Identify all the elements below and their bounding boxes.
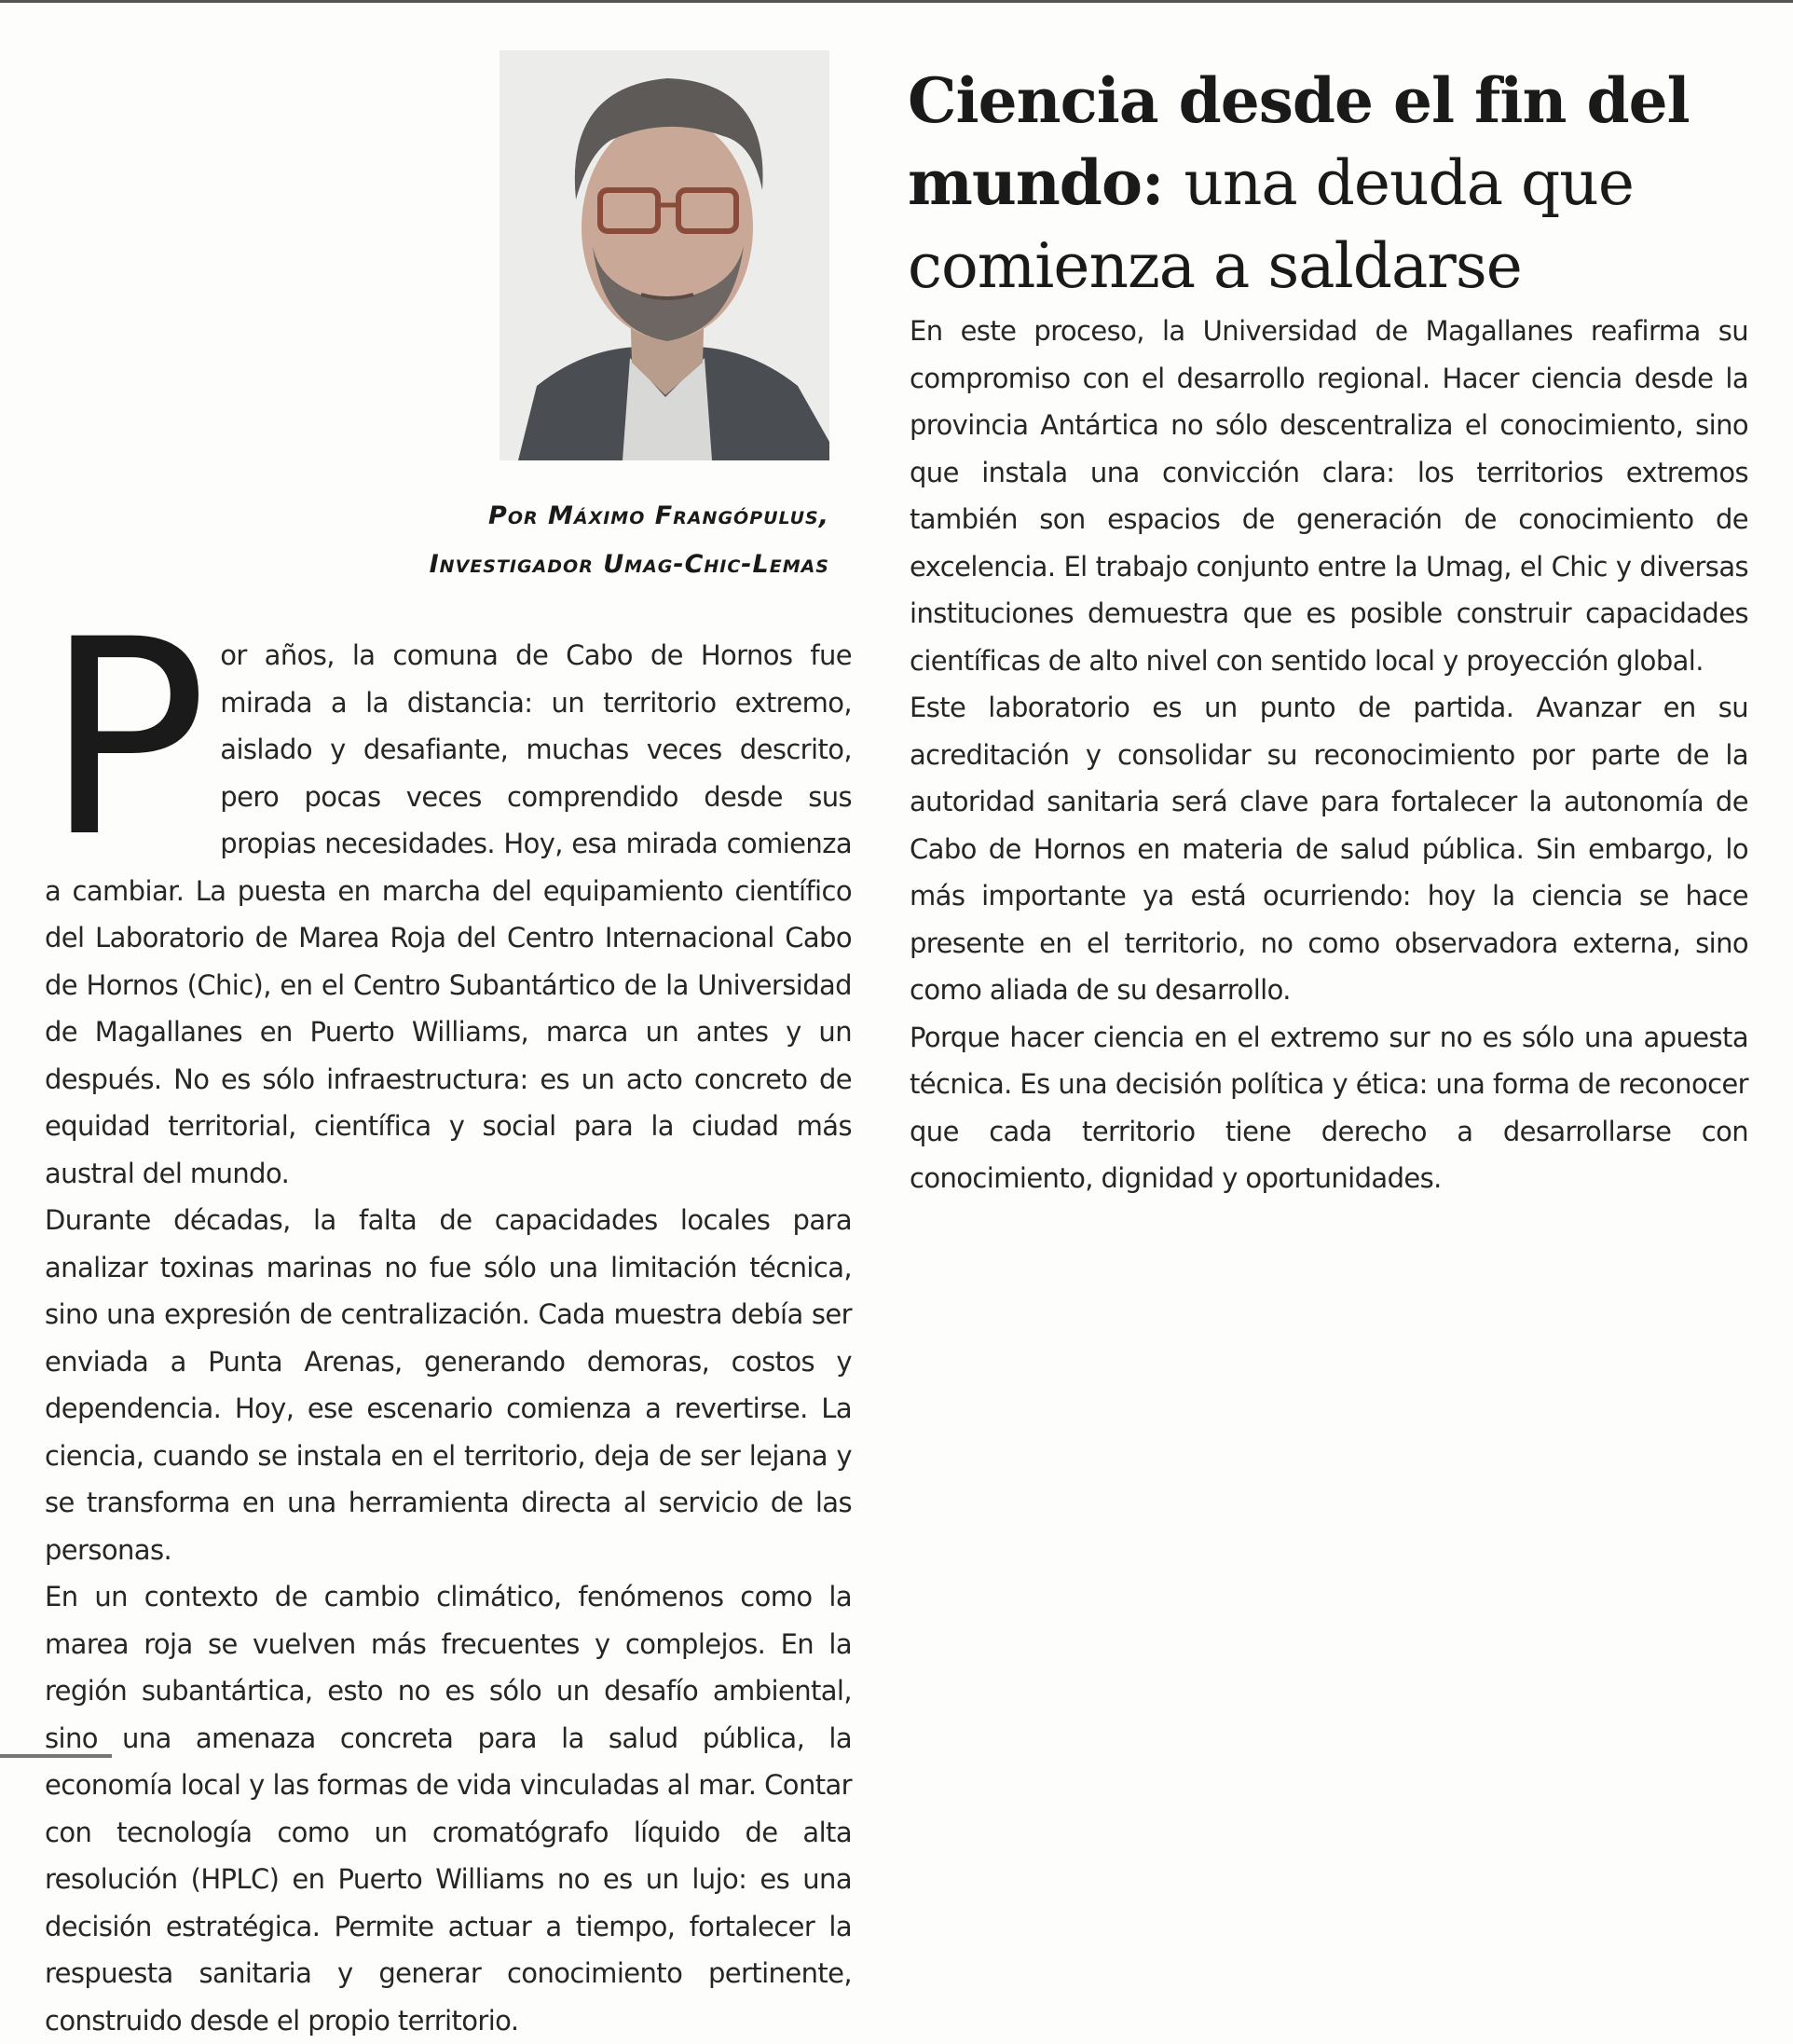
article-paragraph-2: Durante décadas, la falta de capacidades locales para analizar toxinas marinas no fue sólo una limitación técnica, sino una expresión de centralización. Cada muestra debía ser enviada a Punta Arenas, generando demoras, costos y dependencia. Hoy, ese escenario comienza a revertirse. La ciencia, cuando se instala en el territorio, deja de ser lejana y se transforma en una herramienta directa al servicio de las personas.: [45, 1204, 852, 1566]
headline-bold: Ciencia desde el fin del mundo:: [908, 64, 1690, 219]
top-rule: [0, 0, 1793, 3]
article-paragraph-3: En un contexto de cambio climático, fenómenos como la marea roja se vuelven más frecuentes y complejos. En la región subantártica, esto no es sólo un desafío ambiental, sino una amenaza concreta para la salud pública, la economía local y las formas de vida vinculadas al mar. Contar con tecnología como un cromatógrafo líquido de alta resolución (HPLC) en Puerto Williams no es un lujo: es una decisión estratégica. Permite actuar a tiempo, fortalecer la respuesta sanitaria y generar conocimiento pertinente, construido desde el propio territorio.: [45, 1581, 852, 2037]
byline: [335, 492, 829, 589]
bottom-rule: [0, 1754, 112, 1758]
headline: [908, 60, 1746, 308]
article-paragraph-5: Este laboratorio es un punto de partida. Avanzar en su acreditación y consolidar su reconocimiento por parte de la autoridad sanitaria será clave para fortalecer la autonomía de Cabo de Hornos en materia de salud pública. Sin embargo, lo más importante ya está ocurriendo: hoy la ciencia se hace presente en el territorio, no como observadora externa, sino como aliada de su desarrollo.: [910, 692, 1748, 1006]
article-paragraph-4: En este proceso, la Universidad de Magallanes reafirma su compromiso con el desarrollo regional. Hacer ciencia desde la provincia Antártica no sólo descentraliza el conocimiento, sino que instala una convicción clara: los territorios extremos también son espacios de generación de conocimiento de excelencia. El trabajo conjunto entre la Umag, el Chic y diversas instituciones demuestra que es posible construir capacidades científicas de alto nivel con sentido local y proyección global.: [910, 315, 1748, 677]
article-column-left: [45, 583, 852, 2044]
byline-author: Por Máximo Frangópulus,: [488, 501, 829, 530]
article-column-right: [910, 308, 1748, 1202]
article-paragraph-1-text: or años, la comuna de Cabo de Hornos fue mirada a la distancia: un territorio extremo, aislado y desafiante, muchas veces descrito, pero pocas veces comprendido desde sus propias necesidades. Hoy, esa mirada comienza a cambiar. La puesta en marcha del equipamiento científico del Laboratorio de Marea Roja del Centro Internacional Cabo de Hornos (Chic), en el Centro Subantártico de la Universidad de Magallanes en Puerto Williams, marca un antes y un después. No es sólo infraestructura: es un acto concreto de equidad territorial, científica y social para la ciudad más austral del mundo.: [45, 639, 852, 1189]
article-paragraph-6: Porque hacer ciencia en el extremo sur no es sólo una apuesta técnica. Es una decisión política y ética: una forma de reconocer que cada territorio tiene derecho a desarrollarse con conocimiento, dignidad y oportunidades.: [910, 1021, 1748, 1194]
byline-role: Investigador Umag-Chic-Lemas: [429, 550, 829, 579]
article-paragraph-1: [45, 583, 852, 1197]
drop-cap: P: [45, 583, 208, 897]
author-photo: [500, 50, 829, 460]
headline-light: una deuda que comienza a saldarse: [908, 147, 1634, 302]
